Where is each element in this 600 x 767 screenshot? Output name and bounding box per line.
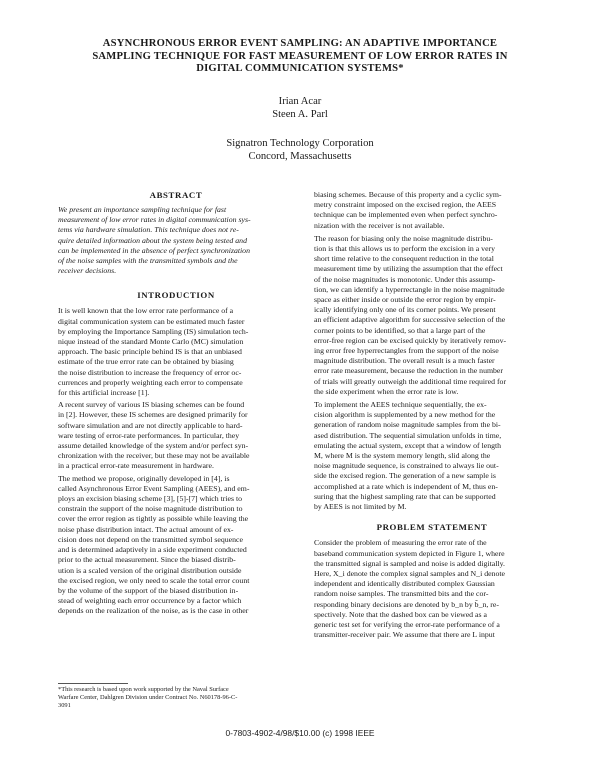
title-line: DIGITAL COMMUNICATION SYSTEMS* — [196, 63, 404, 74]
affiliation — [150, 137, 450, 163]
text-line: generation of random noise magnitude samples from the bi- — [314, 420, 501, 430]
text-line: for this artificial increase [1]. — [58, 388, 150, 398]
affiliation-org: Signatron Technology Corporation — [226, 138, 374, 149]
text-line: depends on the realization of the noise, as is the case in other — [58, 606, 249, 616]
title-line: SAMPLING TECHNIQUE FOR FAST MEASUREMENT OF LOW ERROR RATES IN — [92, 50, 508, 62]
right-column — [314, 190, 550, 640]
text-line: constrain the support of the noise magnitude distribution to — [58, 504, 243, 514]
abstract-text — [58, 205, 294, 276]
text-line: the side experiment when the error rate is low. — [314, 386, 459, 396]
text-line: magnitude distribution. The overall result is a much faster — [314, 356, 495, 366]
text-line: chronization with the receiver, but these may not be available — [58, 451, 250, 461]
text-line: generic test set for verifying the error-rate performance of a — [314, 619, 500, 629]
text-line: spectively. Note that the dashed box can be viewed as a — [314, 609, 487, 619]
text-line: Here, X_i denote the complex signal samples and N_i denote — [314, 568, 505, 578]
text-line: called Asynchronous Error Event Sampling (AEES), and em- — [58, 483, 250, 493]
text-line: ing error free hyperrectangles from the support of the noise — [314, 346, 499, 356]
intro-paragraph-1 — [58, 306, 294, 398]
text-line: receiver decisions. — [58, 266, 117, 276]
text-line: cision algorithm is supplemented by a new method for the — [314, 410, 496, 420]
text-line: and is determined adaptively in a side experiment conducted — [58, 545, 247, 555]
text-line: side the excised region. The generation of a new sample is — [314, 471, 496, 481]
text-line: nique instead of the standard Monte Carlo (MC) simulation — [58, 337, 244, 347]
left-column — [58, 190, 294, 617]
text-line: estimate of the true error rate can be obtained by biasing — [58, 357, 234, 367]
text-line: prior to the actual measurement. Since the biased distrib- — [58, 555, 236, 565]
text-line: digital communication system can be estimated much faster — [58, 316, 245, 326]
text-line: technique can be implemented even when perfect synchro- — [314, 210, 498, 220]
author-name: Steen A. Parl — [272, 109, 328, 120]
text-line: by the volume of the support of the biased distribution in- — [58, 585, 239, 595]
text-line: noise phase distribution intact. The actual amount of ex- — [58, 524, 234, 534]
footnote-line: Warfare Center, Dahlgren Division under Contract No. N60178-96-C- — [58, 694, 238, 701]
text-line: by AEES is not limited by M. — [314, 502, 407, 512]
text-line: of the noise samples with the transmitted symbols and the — [58, 256, 238, 266]
introduction-heading: INTRODUCTION — [137, 290, 215, 301]
paper-title — [40, 38, 560, 76]
text-line: tion, we can identify a hyperrectangle in the noise magnitude — [314, 284, 505, 294]
text-line: ware testing of error-rate performances. In particular, they — [58, 430, 240, 440]
text-line: M, where M is the system memory length, slid along the — [314, 451, 491, 461]
text-line: software simulation and are not directly applicable to hard- — [58, 420, 243, 430]
text-line: The method we propose, originally developed in [4], is — [58, 473, 230, 483]
text-line: transmitter-receiver pair. We assume that there are L input — [314, 630, 495, 640]
text-line: We present an importance sampling technique for fast — [58, 205, 227, 214]
text-line: cover the error region as tightly as possible while leaving the — [58, 514, 249, 524]
text-line: responding binary decisions are denoted by b_n by b̂_n, re- — [314, 599, 499, 609]
text-line: baseband communication system depicted in Figure 1, where — [314, 548, 505, 558]
text-line: measurement time by utilizing the assumption that the effect — [314, 264, 503, 274]
text-line: in [2]. However, these IS schemes are designed primarily for — [58, 410, 248, 420]
text-line: tion is that this allows us to perform the excision in a very — [314, 244, 496, 254]
text-line: suring that the highest sampling rate that can be supported — [314, 491, 496, 501]
text-line: error-free region can be excised quickly by iteratively remov- — [314, 335, 507, 345]
text-line: emulating the actual system, except that a window of length — [314, 440, 502, 450]
text-line: ution is a scaled version of the original distribution outside — [58, 565, 242, 575]
footnote-line: *This research is based upon work supported by the Naval Surface — [58, 686, 229, 693]
text-line: biasing schemes. Because of this property and a cyclic sym- — [314, 190, 502, 199]
text-line: To implement the AEES technique sequentially, the ex- — [314, 400, 487, 410]
problem-statement-heading: PROBLEM STATEMENT — [376, 522, 488, 533]
copyright-notice: 0-7803-4902-4/98/$10.00 (c) 1998 IEEE — [225, 728, 375, 738]
text-line: currences and properly weighting each error to compensate — [58, 377, 243, 387]
text-line: in a practical error-rate measurement in hardware. — [58, 461, 214, 471]
text-line: an efficient adaptive algorithm for successive selection of the — [314, 315, 506, 325]
text-line: cision does not depend on the transmitted symbol sequence — [58, 534, 243, 544]
footnote-rule — [58, 683, 128, 684]
footnote — [58, 683, 294, 710]
text-line: quire detailed information about the system being tested and — [58, 235, 247, 245]
right-paragraph-4 — [314, 538, 550, 640]
text-line: measurement of low error rates in digital communication sys- — [58, 215, 251, 225]
right-paragraph-3 — [314, 400, 550, 512]
text-line: assume detailed knowledge of the system and/or perfect syn- — [58, 441, 249, 451]
text-line: space as either inside or outside the error region by empir- — [314, 295, 496, 305]
text-line: can be implemented in the absence of perfect synchronization — [58, 245, 250, 255]
title-line: ASYNCHRONOUS ERROR EVENT SAMPLING: AN ADAPTIVE IMPORTANCE — [102, 38, 498, 49]
text-line: It is well known that the low error rate performance of a — [58, 306, 234, 316]
text-line: corner points to be identified, so that a large part of the — [314, 325, 486, 335]
text-line: of the noise magnitudes is monotonic. Under this assump- — [314, 274, 496, 284]
text-line: by employing the Importance Sampling (IS) simulation tech- — [58, 326, 249, 336]
text-line: Consider the problem of measuring the error rate of the — [314, 538, 487, 548]
affiliation-location: Concord, Massachusetts — [248, 151, 352, 162]
text-line: nization with the receiver is not available. — [314, 220, 445, 230]
footnote-line: 3091 — [58, 702, 71, 709]
text-line: The reason for biasing only the noise magnitude distribu- — [314, 233, 493, 243]
text-line: short time relative to the consequent reduction in the total — [314, 254, 494, 264]
text-line: of trials will greatly outweigh the additional time required for — [314, 376, 507, 386]
text-line: the excised region, we only need to scale the total error count — [58, 575, 250, 585]
text-line: approach. The basic principle behind IS is that an unbiased — [58, 347, 242, 357]
right-paragraph-2 — [314, 234, 550, 397]
text-line: the transmitted signal is sampled and noise is added digitally. — [314, 558, 505, 568]
text-line: metry constraint imposed on the excised region, the AEES — [314, 200, 497, 210]
text-line: error rate measurement, because the reduction in the number — [314, 366, 503, 376]
text-line: noise magnitude sequence, is constrained to always lie out- — [314, 461, 499, 471]
author-name: Irian Acar — [278, 96, 322, 107]
text-line: ploys an excision biasing scheme [3], [5]-[7] which tries to — [58, 494, 243, 504]
text-line: random noise samples. The transmitted bits and the cor- — [314, 589, 489, 599]
text-line: independent and identically distributed complex Gaussian — [314, 579, 495, 589]
text-line: the noise distribution to increase the frequency of error oc- — [58, 367, 242, 377]
text-line: stead of weighting each error occurrence by a factor which — [58, 596, 242, 606]
text-line: ically identifying only one of its corner points. We present — [314, 305, 496, 315]
right-paragraph-1 — [314, 190, 550, 231]
text-line: A recent survey of various IS biasing schemes can be found — [58, 400, 245, 410]
text-line: tems via hardware simulation. This technique does not re- — [58, 225, 239, 235]
abstract-heading: ABSTRACT — [149, 190, 203, 200]
intro-paragraph-2 — [58, 400, 294, 471]
text-line: accomplished at a rate which is independent of M, thus en- — [314, 481, 498, 491]
authors — [150, 95, 450, 121]
text-line: ased distribution. The sequential simulation unfolds in time, — [314, 430, 502, 440]
intro-paragraph-3 — [58, 474, 294, 617]
